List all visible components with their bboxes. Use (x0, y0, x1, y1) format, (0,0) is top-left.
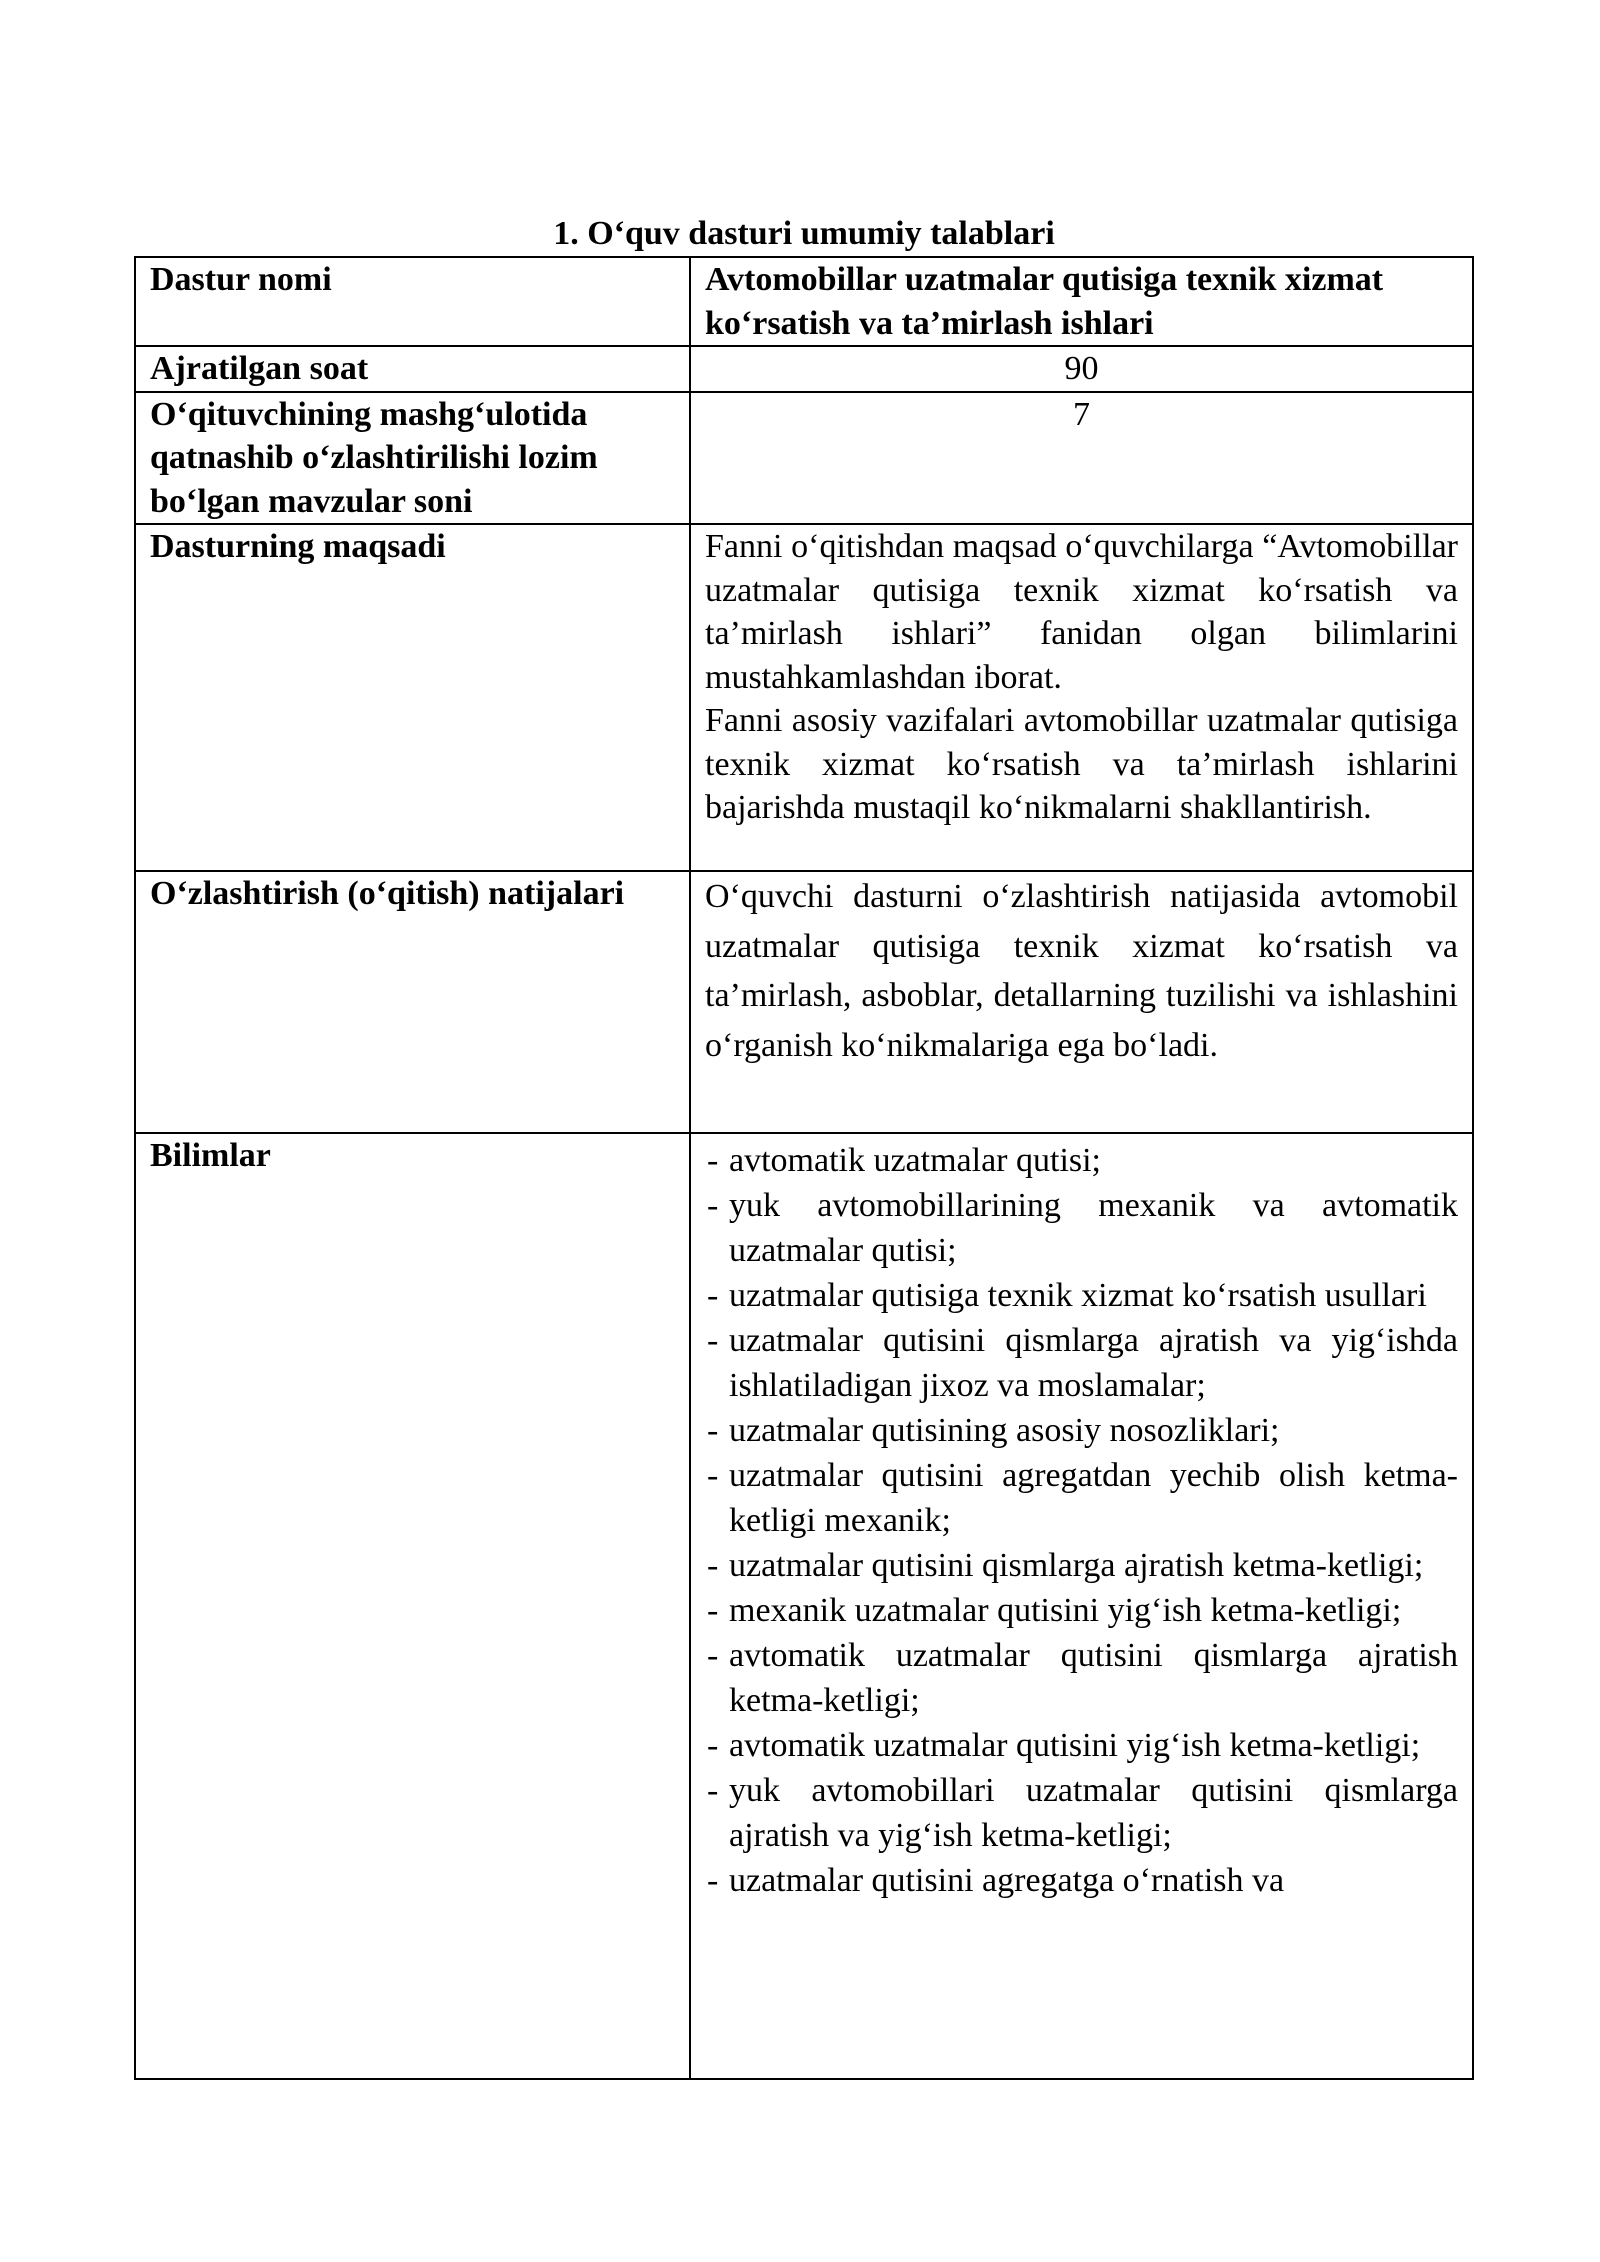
list-item-text: yuk avtomobillari uzatmalar qutisini qismlarga ajratish va yig‘ish ketma-ketligi; (729, 1772, 1458, 1854)
list-item-text: uzatmalar qutisini qismlarga ajratish va yig‘ishda ishlatiladigan jixoz va moslamalar; (729, 1322, 1458, 1404)
list-item (705, 1138, 1458, 1183)
list-item (705, 1408, 1458, 1453)
list-item (705, 1588, 1458, 1633)
list-dash: - (707, 1772, 719, 1809)
list-item (705, 1633, 1458, 1723)
requirements-table (134, 256, 1474, 2080)
list-item (705, 1723, 1458, 1768)
results-value: O‘quvchi dasturni o‘zlashtirish natijasida avtomobil uzatmalar qutisiga texnik xizmat ko‘rsatish va ta’mirlash, asboblar, detallarning tuzilishi va ishlashini o‘rganish ko‘nikmalariga ega bo‘ladi. (705, 878, 1458, 1064)
results-label: O‘zlashtirish (o‘qitish) natijalari (135, 871, 690, 1133)
knowledge-value-cell (690, 1133, 1473, 2079)
list-dash: - (707, 1457, 719, 1494)
knowledge-label: Bilimlar (135, 1133, 690, 2079)
list-item (705, 1858, 1458, 1903)
table-row (135, 524, 1473, 871)
list-dash: - (707, 1187, 719, 1224)
list-item (705, 1453, 1458, 1543)
program-name-value: Avtomobillar uzatmalar qutisiga texnik xizmat ko‘rsatish va ta’mirlash ishlari (690, 257, 1473, 346)
list-item-text: uzatmalar qutisiga texnik xizmat ko‘rsatish usullari (729, 1277, 1427, 1314)
list-dash: - (707, 1412, 719, 1449)
list-dash: - (707, 1547, 719, 1584)
table-row (135, 1133, 1473, 2079)
table-row (135, 346, 1473, 392)
knowledge-list (705, 1134, 1458, 1903)
hours-value: 90 (690, 346, 1473, 392)
list-item (705, 1768, 1458, 1858)
goal-paragraph-1: Fanni o‘qitishdan maqsad o‘quvchilarga “Avtomobillar uzatmalar qutisiga texnik xizmat ko‘rsatish va ta’mirlash ishlari” fanidan olgan bilimlarini mustahkamlashdan iborat. (705, 528, 1458, 696)
list-item (705, 1543, 1458, 1588)
list-item-text: uzatmalar qutisining asosiy nosozliklari; (729, 1412, 1280, 1449)
list-dash: - (707, 1322, 719, 1359)
list-item-text: avtomatik uzatmalar qutisini yig‘ish ketma-ketligi; (729, 1727, 1421, 1764)
list-item (705, 1273, 1458, 1318)
topics-label: O‘qituvchining mashg‘ulotida qatnashib o‘zlashtirilishi lozim bo‘lgan mavzular soni (135, 392, 690, 525)
table-row (135, 392, 1473, 525)
hours-label: Ajratilgan soat (135, 346, 690, 392)
list-dash: - (707, 1727, 719, 1764)
list-dash: - (707, 1862, 719, 1899)
list-item-text: avtomatik uzatmalar qutisini qismlarga ajratish ketma-ketligi; (729, 1637, 1458, 1719)
page-title: 1. O‘quv dasturi umumiy talablari (553, 215, 1055, 252)
list-item (705, 1183, 1458, 1273)
list-item-text: uzatmalar qutisini qismlarga ajratish ketma-ketligi; (729, 1547, 1424, 1584)
table-row (135, 257, 1473, 346)
list-item (705, 1318, 1458, 1408)
topics-value: 7 (690, 392, 1473, 525)
list-dash: - (707, 1592, 719, 1629)
list-item-text: avtomatik uzatmalar qutisi; (729, 1142, 1102, 1179)
list-item-text: yuk avtomobillarining mexanik va avtomatik uzatmalar qutisi; (729, 1187, 1458, 1269)
results-value-cell (690, 871, 1473, 1133)
goal-label: Dasturning maqsadi (135, 524, 690, 871)
list-item-text: uzatmalar qutisini agregatdan yechib olish ketma-ketligi mexanik; (729, 1457, 1458, 1539)
program-name-label: Dastur nomi (135, 257, 690, 346)
list-item-text: uzatmalar qutisini agregatga o‘rnatish va (729, 1862, 1285, 1899)
list-dash: - (707, 1637, 719, 1674)
goal-paragraph-2: Fanni asosiy vazifalari avtomobillar uzatmalar qutisiga texnik xizmat ko‘rsatish va ta’mirlash ishlarini bajarishda mustaqil ko‘nikmalarni shakllantirish. (705, 702, 1458, 826)
goal-value (690, 524, 1473, 871)
list-item-text: mexanik uzatmalar qutisini yig‘ish ketma-ketligi; (729, 1592, 1402, 1629)
list-dash: - (707, 1142, 719, 1179)
list-dash: - (707, 1277, 719, 1314)
table-row (135, 871, 1473, 1133)
